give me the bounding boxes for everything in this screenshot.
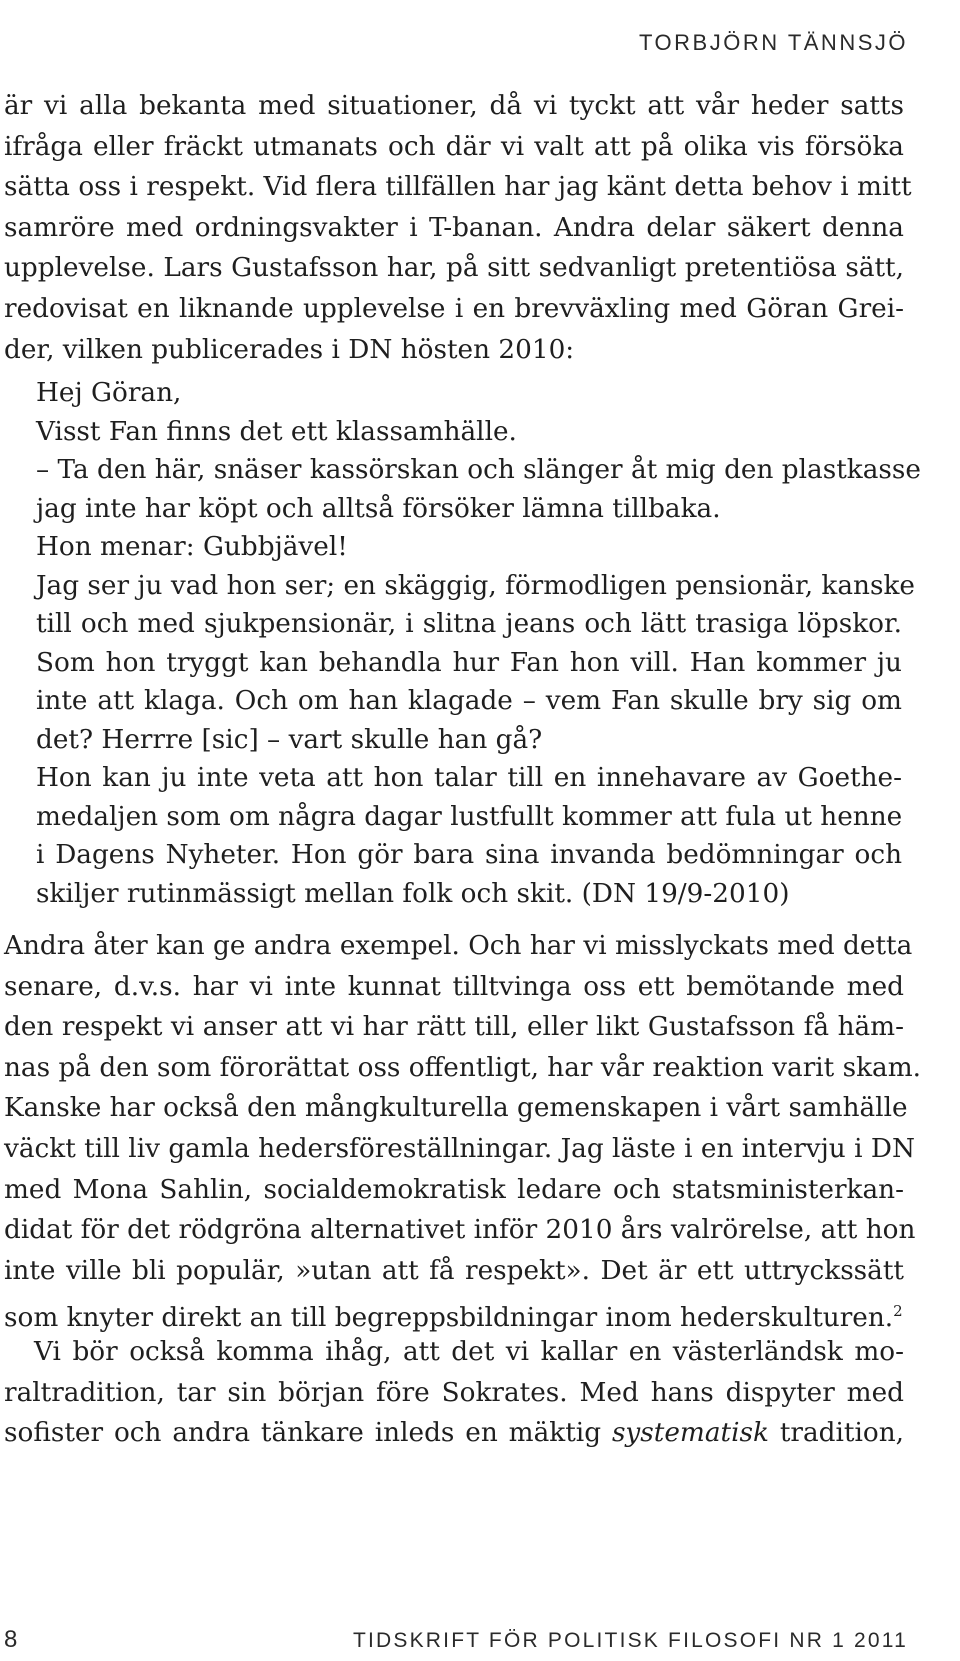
quote-line: medaljen som om några dagar lustfullt kommer att fula ut henne bbox=[36, 801, 903, 832]
quote-line: – Ta den här, snäser kassörskan och slänger åt mig den plastkasse bbox=[36, 455, 921, 485]
paragraph-examples bbox=[4, 926, 922, 1334]
quote-line: Hon kan ju inte veta att hon talar till en innehavare av Goethe- bbox=[36, 763, 902, 793]
paragraph-tradition bbox=[4, 1332, 904, 1454]
quote-line: Visst Fan finns det ett klassamhälle. bbox=[36, 416, 517, 447]
text-line: väckt till liv gamla hedersföreställningar. Jag läste i en intervju i DN bbox=[4, 1133, 915, 1164]
footnote-reference[interactable]: 2 bbox=[893, 1302, 903, 1321]
quote-line: jag inte har köpt och alltså försöker lämna tillbaka. bbox=[36, 493, 721, 524]
text-segment: som knyter direkt an till begreppsbildningar inom hederskulturen. bbox=[4, 1303, 894, 1334]
quote-line: Hej Göran, bbox=[36, 378, 182, 408]
text-line bbox=[4, 1413, 904, 1454]
quote-line: skiljer rutinmässigt mellan folk och skit. (DN 19/9-2010) bbox=[36, 878, 790, 909]
quote-line: inte att klaga. Och om han klagade – vem Fan skulle bry sig om bbox=[36, 686, 902, 716]
text-line: den respekt vi anser att vi har rätt till, eller likt Gustafsson få häm- bbox=[4, 1012, 904, 1043]
text-line: raltradition, tar sin början före Sokrates. Med hans dispyter med bbox=[4, 1377, 904, 1408]
text-line: Kanske har också den mångkulturella gemenskapen i vårt samhälle bbox=[4, 1093, 908, 1124]
text-line: Andra åter kan ge andra exempel. Och har vi misslyckats med detta bbox=[4, 931, 913, 961]
page-number: 8 bbox=[4, 1626, 18, 1653]
quote-line: Hon menar: Gubbjävel! bbox=[36, 532, 348, 562]
journal-title: TIDSKRIFT FÖR POLITISK FILOSOFI NR 1 2011 bbox=[352, 1629, 908, 1652]
text-line: der, vilken publicerades i DN hösten 2010: bbox=[4, 334, 575, 365]
text-line: Vi bör också komma ihåg, att det vi kallar en västerländsk mo- bbox=[34, 1337, 904, 1367]
text-line: ifråga eller fräckt utmanats och där vi valt att på olika vis försöka bbox=[4, 131, 904, 162]
text-line: redovisat en liknande upplevelse i en brevväxling med Göran Grei- bbox=[4, 293, 904, 324]
text-line: nas på den som förorättat oss offentligt, har vår reaktion varit skam. bbox=[4, 1052, 922, 1083]
paragraph-intro bbox=[4, 86, 912, 370]
text-line: didat för det rödgröna alternativet inför 2010 års valrörelse, att hon bbox=[4, 1215, 916, 1246]
text-line: upplevelse. Lars Gustafsson har, på sitt sedvanligt pretentiösa sätt, bbox=[4, 253, 904, 284]
text-line: samröre med ordningsvakter i T-banan. Andra delar säkert denna bbox=[4, 212, 904, 243]
text-line: inte ville bli populär, »utan att få respekt». Det är ett uttryckssätt bbox=[4, 1255, 904, 1286]
emphasis-systematisk: systematisk bbox=[611, 1418, 769, 1449]
running-head-author: TORBJÖRN TÄNNSJÖ bbox=[639, 30, 908, 55]
text-segment: tradition, bbox=[768, 1418, 904, 1449]
text-segment: sofister och andra tänkare inleds en mäktig bbox=[4, 1418, 612, 1449]
block-quote bbox=[36, 374, 921, 913]
quote-line: till och med sjukpensionär, i slitna jeans och lätt trasiga löpskor. bbox=[36, 609, 902, 639]
quote-line: det? Herrre [sic] – vart skulle han gå? bbox=[36, 724, 543, 755]
text-line: är vi alla bekanta med situationer, då vi tyckt att vår heder satts bbox=[4, 91, 904, 121]
text-line: sätta oss i respekt. Vid flera tillfällen har jag känt detta behov i mitt bbox=[4, 172, 912, 203]
text-line: senare, d.v.s. har vi inte kunnat tilltvinga oss ett bemötande med bbox=[4, 971, 904, 1002]
quote-line: Jag ser ju vad hon ser; en skäggig, förmodligen pensionär, kanske bbox=[36, 570, 915, 601]
quote-line: Som hon tryggt kan behandla hur Fan hon vill. Han kommer ju bbox=[36, 647, 902, 678]
quote-line: i Dagens Nyheter. Hon gör bara sina invanda bedömningar och bbox=[36, 840, 902, 870]
text-line bbox=[4, 1291, 904, 1332]
text-line: med Mona Sahlin, socialdemokratisk ledare och statsministerkan- bbox=[4, 1174, 904, 1205]
